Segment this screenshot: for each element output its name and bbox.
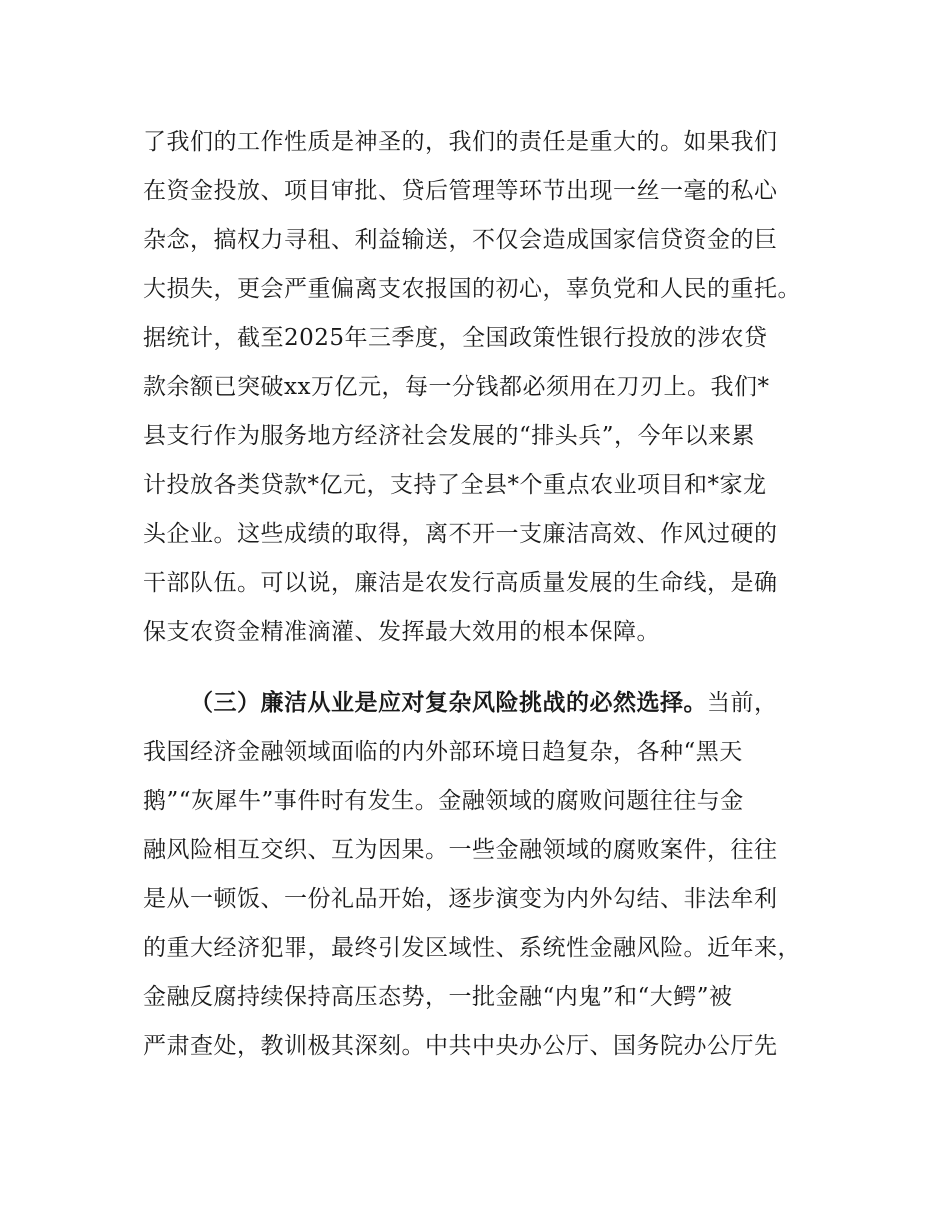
paragraph-2-line-7: 金融反腐持续保持高压态势，一批金融“内鬼”和“大鳄”被 — [143, 984, 733, 1010]
paragraph-1-line-5: 据统计，截至2025年三季度，全国政策性银行投放的涉农贷 — [143, 325, 768, 351]
paragraph-1-line-10: 干部队伍。可以说，廉洁是农发行高质量发展的生命线，是确 — [143, 570, 778, 596]
paragraph-1-line-6: 款余额已突破xx万亿元，每一分钱都必须用在刀刃上。我们* — [143, 374, 770, 400]
section-heading: （三）廉洁从业是应对复杂风险挑战的必然选择。 — [190, 690, 707, 716]
paragraph-1-line-4: 大损失，更会严重偏离支农报国的初心，辜负党和人民的重托。 — [143, 276, 801, 302]
paragraph-1-line-3: 杂念，搞权力寻租、利益输送，不仅会造成国家信贷资金的巨 — [143, 227, 778, 253]
paragraph-1-line-2: 在资金投放、项目审批、贷后管理等环节出现一丝一毫的私心 — [143, 178, 778, 204]
paragraph-2-line-6: 的重大经济犯罪，最终引发区域性、系统性金融风险。近年来， — [143, 935, 801, 961]
paragraph-2-line-5: 是从一顿饭、一份礼品开始，逐步演变为内外勾结、非法牟利 — [143, 886, 778, 912]
paragraph-1-line-7: 县支行作为服务地方经济社会发展的“排头兵”，今年以来累 — [143, 423, 756, 449]
paragraph-2-line-8: 严肃查处，教训极其深刻。中共中央办公厅、国务院办公厅先 — [143, 1033, 778, 1059]
section-heading-continuation: 当前， — [707, 690, 778, 716]
paragraph-2-line-3: 鹅”“灰犀牛”事件时有发生。金融领域的腐败问题往往与金 — [143, 788, 744, 814]
paragraph-1-line-9: 头企业。这些成绩的取得，离不开一支廉洁高效、作风过硬的 — [143, 521, 778, 547]
paragraph-2-first-line — [190, 688, 778, 718]
paragraph-1-line-11: 保支农资金精准滴灌、发挥最大效用的根本保障。 — [143, 619, 660, 645]
paragraph-1-line-8: 计投放各类贷款*亿元，支持了全县*个重点农业项目和*家龙 — [143, 472, 767, 498]
paragraph-2-line-4: 融风险相互交织、互为因果。一些金融领域的腐败案件，往往 — [143, 837, 778, 863]
paragraph-2-line-2: 我国经济金融领域面临的内外部环境日趋复杂，各种“黑天 — [143, 739, 743, 765]
paragraph-1-line-1: 了我们的工作性质是神圣的，我们的责任是重大的。如果我们 — [143, 129, 778, 155]
